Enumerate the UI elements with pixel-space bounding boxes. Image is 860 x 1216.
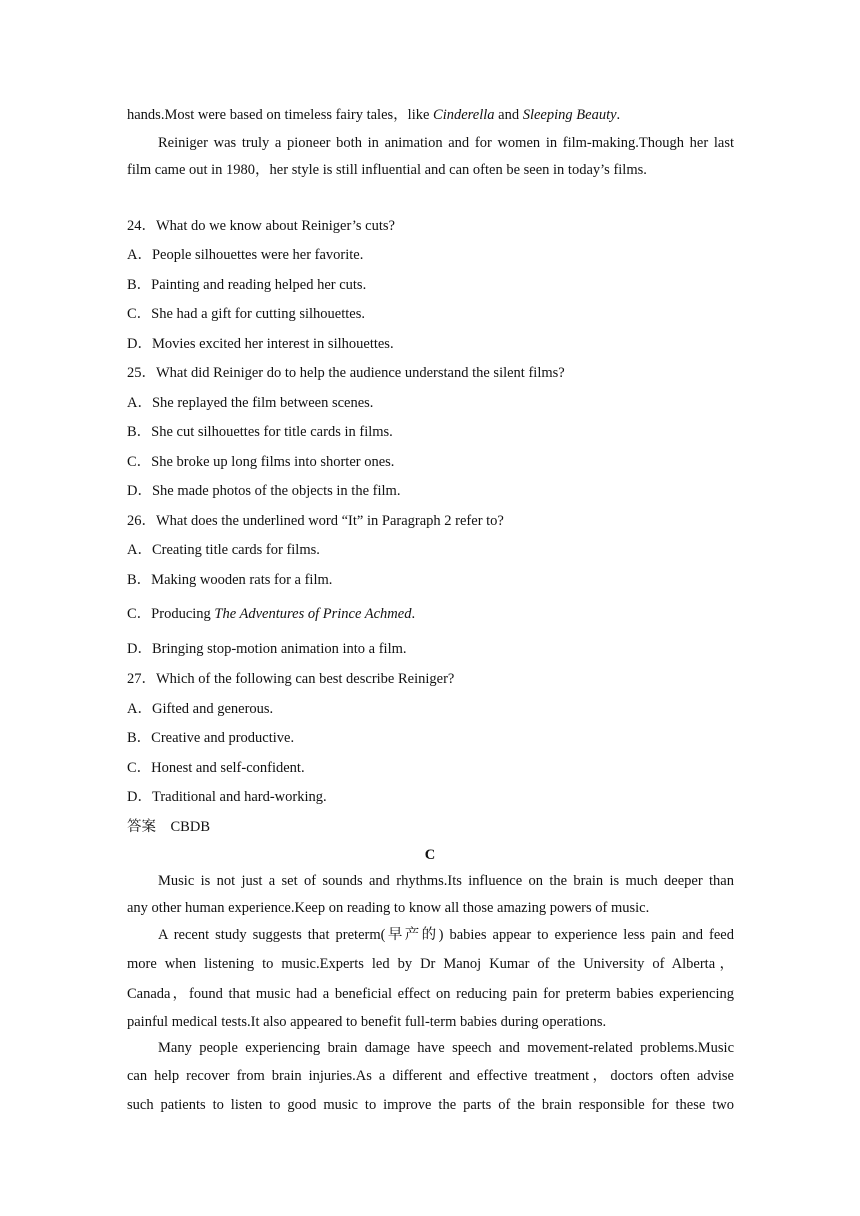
- section-c-paragraph-2-line-1: A recent study suggests that preterm(早产的) babies appear to experience less pain and feed: [158, 927, 734, 943]
- question-stem: 24．What do we know about Reiniger’s cuts?: [127, 218, 395, 234]
- section-c-paragraph-3-line-2: can help recover from brain injuries.As a different and effective treatment，doctors often advise: [127, 1068, 734, 1084]
- question-option: D．Bringing stop-motion animation into a film.: [127, 641, 407, 657]
- question-stem: 26．What does the underlined word “It” in Paragraph 2 refer to?: [127, 513, 504, 529]
- question-option: D．Movies excited her interest in silhouettes.: [127, 336, 394, 352]
- intro-line-1: hands.Most were based on timeless fairy tales，like Cinderella and Sleeping Beauty.: [127, 107, 621, 123]
- question-option: A．She replayed the film between scenes.: [127, 395, 374, 411]
- section-c-paragraph-2-line-3: Canada，found that music had a beneficial effect on reducing pain for preterm babies experiencing: [127, 986, 734, 1002]
- question-option: B．Creative and productive.: [127, 730, 295, 746]
- question-stem: 25．What did Reiniger do to help the audience understand the silent films?: [127, 365, 565, 381]
- question-option: A．People silhouettes were her favorite.: [127, 247, 364, 263]
- answer-key: 答案 CBDB: [127, 819, 210, 835]
- section-c-paragraph-3-line-3: such patients to listen to good music to improve the parts of the brain responsible for these two: [127, 1097, 734, 1113]
- question-option: D．Traditional and hard-working.: [127, 789, 327, 805]
- section-c-paragraph-1-line-2: any other human experience.Keep on reading to know all those amazing powers of music.: [127, 900, 650, 916]
- section-c-paragraph-3-line-1: Many people experiencing brain damage have speech and movement-related problems.Music: [158, 1040, 734, 1056]
- question-option: C．Producing The Adventures of Prince Achmed.: [127, 606, 416, 622]
- question-option: A．Creating title cards for films.: [127, 542, 320, 558]
- question-option: C．She had a gift for cutting silhouettes.: [127, 306, 366, 322]
- section-c-paragraph-1-line-1: Music is not just a set of sounds and rhythms.Its influence on the brain is much deeper than: [158, 873, 734, 889]
- question-option: C．She broke up long films into shorter ones.: [127, 454, 395, 470]
- intro-paragraph-2-line-2: film came out in 1980，her style is still influential and can often be seen in today’s films.: [127, 162, 647, 178]
- question-option: B．Making wooden rats for a film.: [127, 572, 333, 588]
- section-heading: C: [424, 847, 436, 863]
- question-option: B．Painting and reading helped her cuts.: [127, 277, 367, 293]
- question-option: C．Honest and self-confident.: [127, 760, 305, 776]
- section-c-paragraph-2-line-4: painful medical tests.It also appeared to benefit full-term babies during operations.: [127, 1014, 607, 1030]
- section-c-paragraph-2-line-2: more when listening to music.Experts led by Dr Manoj Kumar of the University of Alberta，: [127, 956, 734, 972]
- question-option: A．Gifted and generous.: [127, 701, 274, 717]
- question-option: B．She cut silhouettes for title cards in films.: [127, 424, 393, 440]
- intro-paragraph-2-line-1: Reiniger was truly a pioneer both in animation and for women in film-making.Though her last: [158, 135, 734, 151]
- question-option: D．She made photos of the objects in the film.: [127, 483, 401, 499]
- question-stem: 27．Which of the following can best describe Reiniger?: [127, 671, 455, 687]
